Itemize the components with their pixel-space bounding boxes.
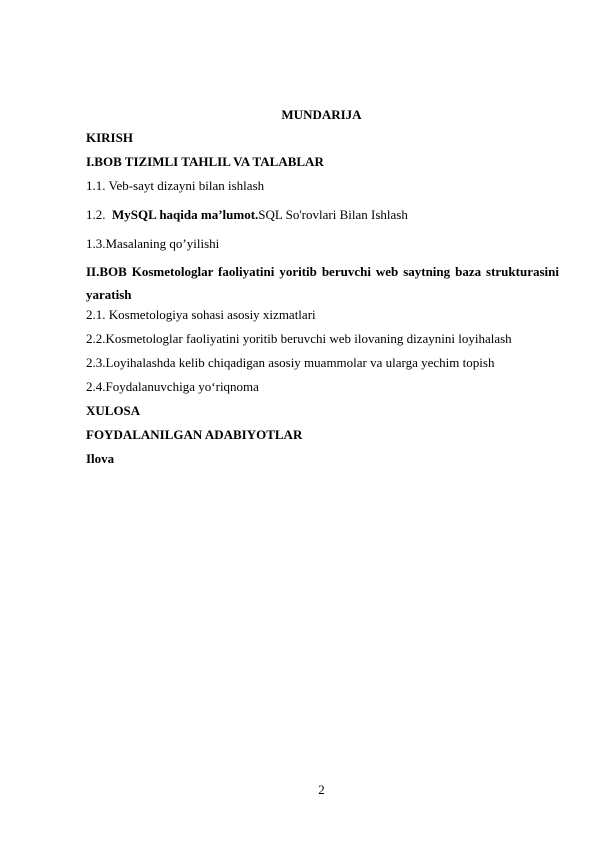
- toc-entry-chapter-2: II.BOB Kosmetologlar faoliyatini yoritib beruvchi web saytning baza strukturasini yaratish: [86, 264, 559, 302]
- toc-entry-1-2-number: 1.2.: [86, 207, 112, 222]
- toc-entry-kirish: KIRISH: [86, 130, 133, 145]
- toc-entry-chapter-1: I.BOB TIZIMLI TAHLIL VA TALABLAR: [86, 154, 324, 169]
- toc-entry-1-2-rest: SQL So'rovlari Bilan Ishlash: [258, 207, 408, 222]
- toc-entry-2-2: 2.2.Kosmetologlar faoliyatini yoritib beruvchi web ilovaning dizaynini loyihalash: [86, 331, 512, 346]
- page-number: 2: [318, 782, 325, 797]
- toc-entry-references: FOYDALANILGAN ADABIYOTLAR: [86, 427, 303, 442]
- page-title: MUNDARIJA: [281, 107, 362, 122]
- toc-entry-2-4: 2.4.Foydalanuvchiga yo‘riqnoma: [86, 379, 259, 394]
- toc-entry-1-3: 1.3.Masalaning qo’yilishi: [86, 236, 220, 251]
- toc-entry-appendix: Ilova: [86, 451, 115, 466]
- toc-entry-1-2-bold: MySQL haqida ma’lumot.: [112, 207, 259, 222]
- toc-entry-1-1: 1.1. Veb-sayt dizayni bilan ishlash: [86, 178, 265, 193]
- toc-entry-2-1: 2.1. Kosmetologiya sohasi asosiy xizmatlari: [86, 307, 316, 322]
- toc-entry-xulosa: XULOSA: [86, 403, 141, 418]
- toc-entry-1-2: [86, 207, 559, 223]
- toc-entry-2-3: 2.3.Loyihalashda kelib chiqadigan asosiy muammolar va ularga yechim topish: [86, 355, 495, 370]
